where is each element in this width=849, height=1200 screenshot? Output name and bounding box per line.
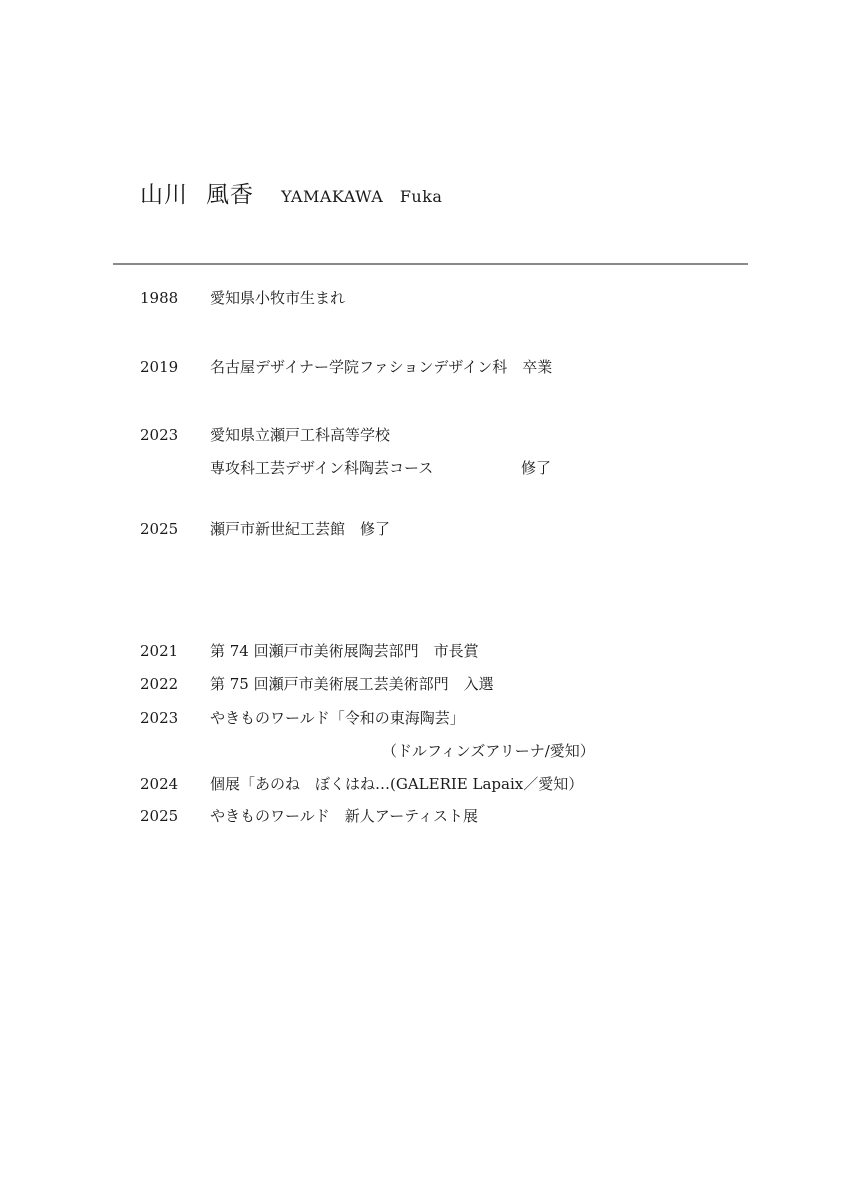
exhibition-entry-2024 [140,768,583,801]
education-entry-1988 [140,282,345,315]
exhibition-entry-2023-venue: （ドルフィンズアリーナ/愛知） [382,742,595,760]
entry-year: 2025 [140,807,179,825]
entry-text: やきものワールド 新人アーティスト展 [210,807,479,825]
artist-name-header [140,176,442,209]
education-entry-2025 [140,513,390,546]
exhibition-entry-2021 [140,635,479,668]
entry-year: 2023 [140,426,179,444]
family-name-jp: 山川 [140,182,188,208]
entry-text: やきものワールド「令和の東海陶芸」 [210,709,465,727]
entry-year: 2025 [140,520,179,538]
entry-year: 2019 [140,358,179,376]
exhibition-entry-2025 [140,800,478,833]
given-name-jp: 風香 [206,182,254,208]
entry-year: 2022 [140,675,179,693]
entry-year: 2021 [140,642,179,660]
entry-text: 第 75 回瀬戸市美術展工芸美術部門 入選 [210,675,494,693]
name-en: YAMAKAWA Fuka [281,187,443,206]
exhibition-entry-2023 [140,702,465,735]
header-divider [113,263,748,265]
entry-text: 愛知県立瀬戸工科高等学校 [210,426,391,444]
entry-text: 瀬戸市新世紀工芸館 修了 [210,520,391,538]
entry-text: 愛知県小牧市生まれ [210,289,346,307]
entry-text: 第 74 回瀬戸市美術展陶芸部門 市長賞 [210,642,479,660]
entry-year: 2024 [140,775,179,793]
entry-year: 1988 [140,289,179,307]
entry-text: 名古屋デザイナー学院ファションデザイン科 卒業 [210,358,553,376]
education-entry-2023-course: 専攻科工芸デザイン科陶芸コース [210,459,434,477]
exhibition-entry-2022 [140,668,494,701]
entry-year: 2023 [140,709,179,727]
education-entry-2023-status: 修了 [521,459,552,477]
education-entry-2023 [140,419,390,452]
education-entry-2019 [140,351,552,384]
entry-text: 個展「あのね ぼくはね…(GALERIE Lapaix／愛知） [210,775,584,793]
